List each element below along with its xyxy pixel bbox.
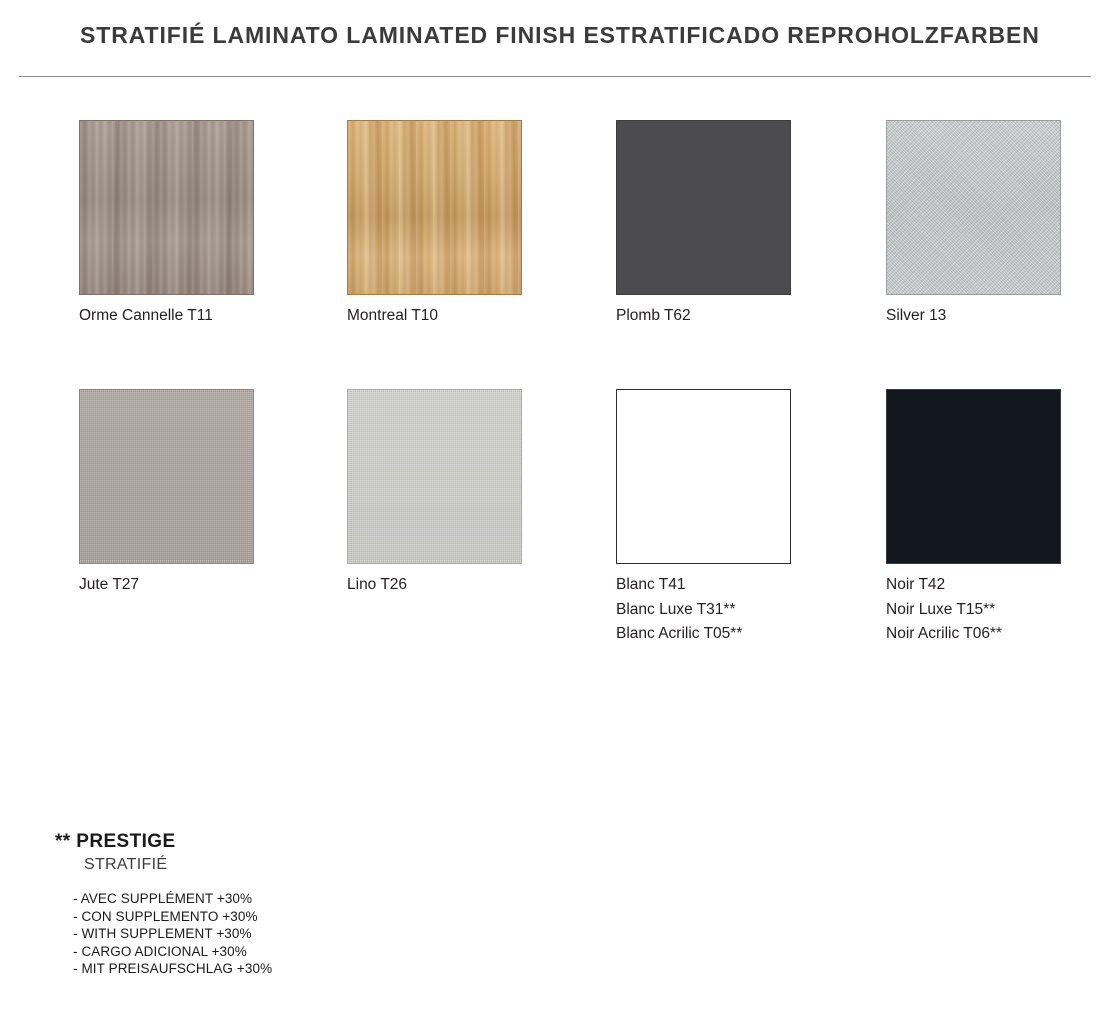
swatch-label-group [347, 573, 522, 598]
swatch-item-blanc-t41[interactable] [616, 389, 791, 647]
header-divider [19, 76, 1091, 77]
swatch-item-plomb-t62[interactable] [616, 120, 791, 329]
swatch-item-silver-13[interactable] [886, 120, 1061, 329]
swatch-sample-montreal-t10 [347, 120, 522, 295]
swatch-item-montreal-t10[interactable] [347, 120, 522, 329]
swatch-item-lino-t26[interactable] [347, 389, 522, 598]
footnote-line: - WITH SUPPLEMENT +30% [73, 926, 252, 941]
footnote-list [73, 890, 655, 978]
swatch-label: Lino T26 [347, 576, 408, 593]
swatch-label-group [79, 304, 254, 329]
swatch-label: Montreal T10 [347, 307, 439, 324]
swatch-label-alt: Blanc Luxe T31** [616, 600, 736, 618]
footnote-line: - CARGO ADICIONAL +30% [73, 943, 247, 959]
swatch-label-group [886, 304, 1061, 329]
footnote-line: - CON SUPPLEMENTO +30% [73, 908, 258, 924]
swatch-label-alt: Noir Luxe T15** [886, 600, 996, 618]
swatch-sample-silver-13 [886, 120, 1061, 295]
swatch-sample-orme-cannelle-t11 [79, 120, 254, 295]
page-title: STRATIFIÉ LAMINATO LAMINATED FINISH ESTRATIFICADO REPROHOLZFARBEN [80, 22, 1040, 48]
swatch-label-group [886, 573, 1061, 647]
swatch-label: Silver 13 [886, 307, 947, 324]
swatch-sample-lino-t26 [347, 389, 522, 564]
swatch-label: Noir T42 [886, 576, 946, 593]
swatch-sample-plomb-t62 [616, 120, 791, 295]
swatch-sample-blanc-t41 [616, 389, 791, 564]
footnote-block [55, 830, 655, 978]
swatch-label-group [347, 304, 522, 329]
footnote-subtitle: STRATIFIÉ [84, 856, 168, 873]
footnote-line: - AVEC SUPPLÉMENT +30% [73, 891, 253, 906]
swatch-item-noir-t42[interactable] [886, 389, 1061, 647]
swatch-label: Blanc T41 [616, 576, 686, 593]
swatch-label-alt: Noir Acrilic T06** [886, 625, 1003, 642]
swatch-label-alt: Blanc Acrilic T05** [616, 625, 743, 642]
swatch-item-jute-t27[interactable] [79, 389, 254, 598]
swatch-label: Plomb T62 [616, 307, 691, 324]
swatch-item-orme-cannelle-t11[interactable] [79, 120, 254, 329]
swatch-sample-noir-t42 [886, 389, 1061, 564]
swatch-sample-jute-t27 [79, 389, 254, 564]
footnote-line: - MIT PREISAUFSCHLAG +30% [73, 961, 273, 976]
footnote-title: ** PRESTIGE [55, 831, 176, 852]
swatch-label: Jute T27 [79, 576, 140, 593]
swatch-label-group [616, 573, 791, 647]
swatch-label-group [79, 573, 254, 598]
swatch-label: Orme Cannelle T11 [79, 307, 213, 324]
swatch-label-group [616, 304, 791, 329]
